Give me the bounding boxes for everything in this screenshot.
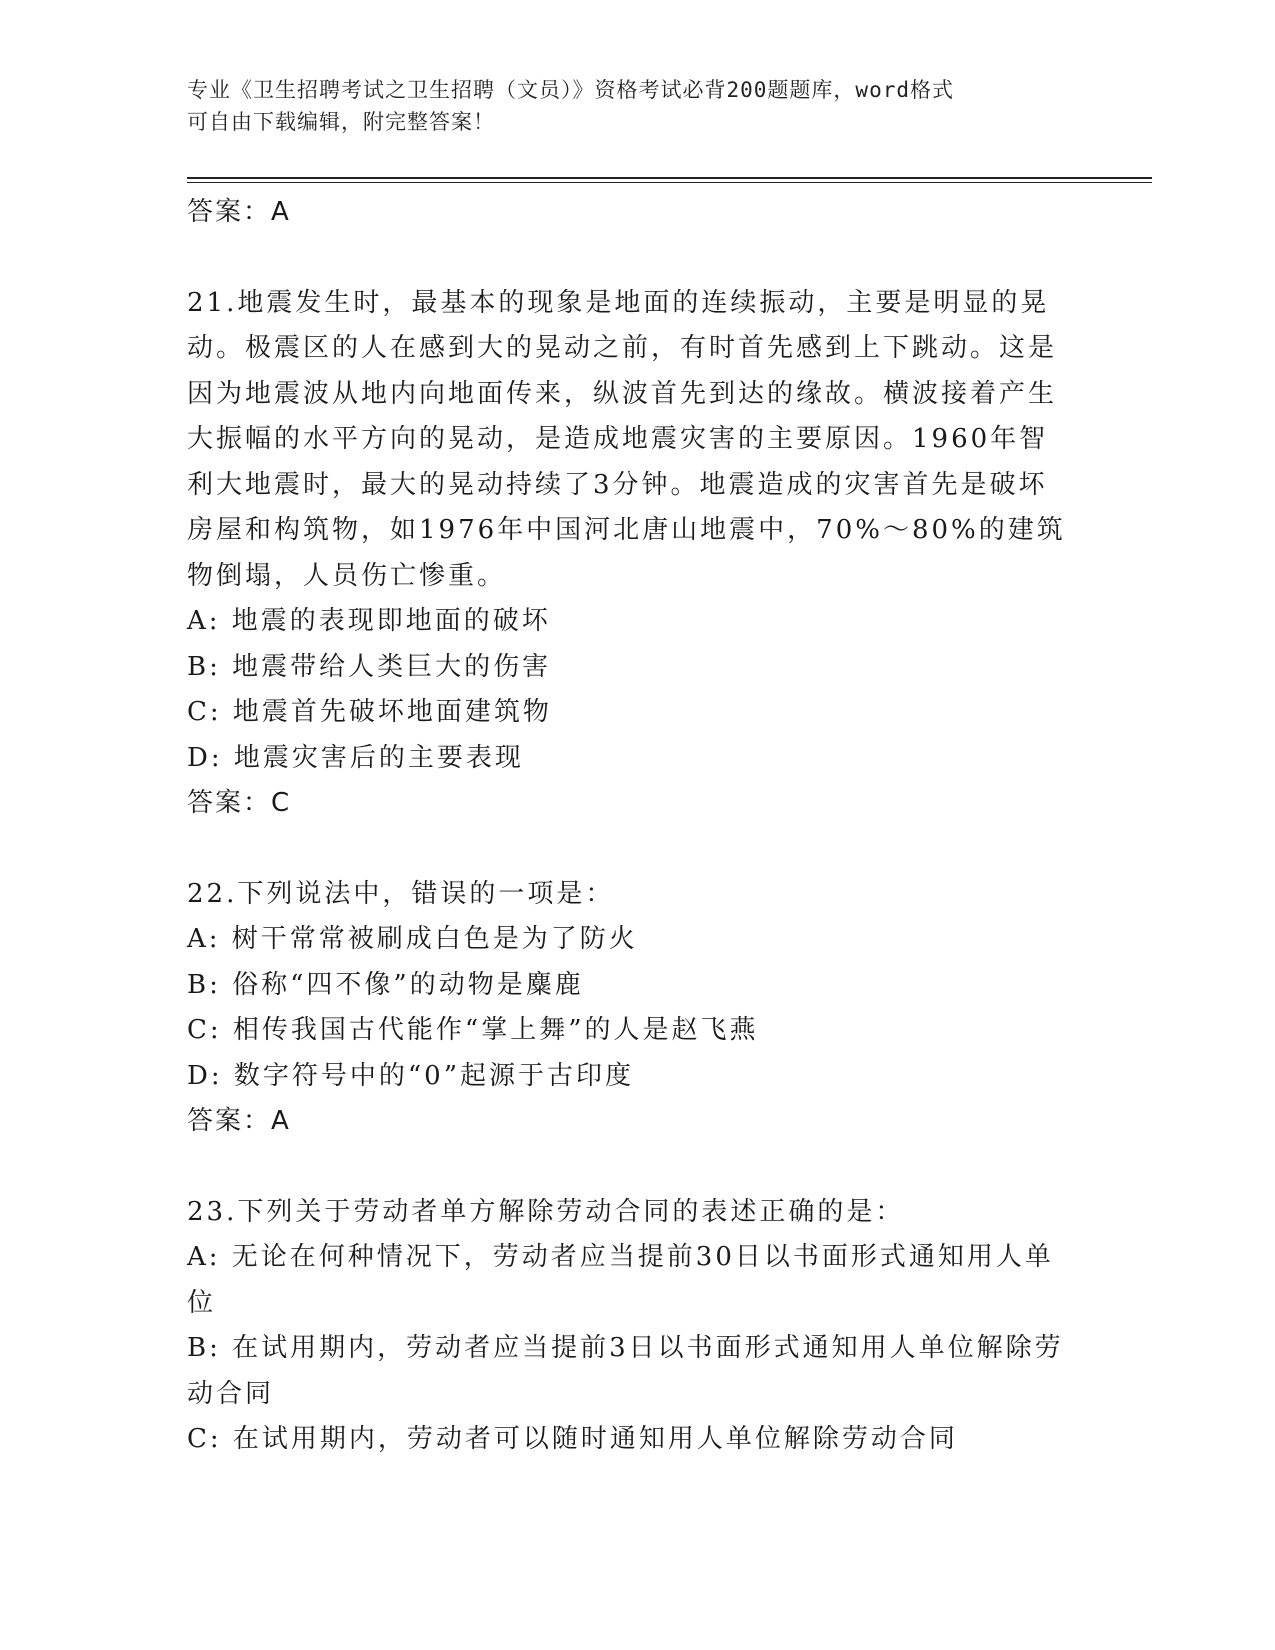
option-a: A: 无论在何种情况下，劳动者应当提前30日以书面形式通知用人单位 (187, 1242, 1054, 1318)
option-a: A: 地震的表现即地面的破坏 (187, 606, 551, 636)
option-d: D: 地震灾害后的主要表现 (187, 742, 524, 773)
document-header (187, 74, 1067, 138)
header-line-2: 可自由下载编辑，附完整答案！ (187, 110, 495, 134)
answer-line: 答案：A (187, 197, 291, 227)
question-23 (187, 1190, 1067, 1463)
option-b: B: 地震带给人类巨大的伤害 (187, 651, 552, 682)
header-rule-thin (187, 182, 1152, 183)
option-c: C: 在试用期内，劳动者可以随时通知用人单位解除劳动合同 (187, 1424, 958, 1454)
spacer (187, 827, 1067, 872)
option-b: B: 在试用期内，劳动者应当提前3日以书面形式通知用人单位解除劳动合同 (187, 1333, 1064, 1409)
option-c: C: 地震首先破坏地面建筑物 (187, 697, 552, 727)
question-stem: 22.下列说法中，错误的一项是： (187, 878, 615, 909)
document-body (187, 190, 1067, 1463)
spacer (187, 236, 1067, 281)
option-d: D: 数字符号中的“0”起源于古印度 (187, 1060, 634, 1091)
question-stem: 21.地震发生时，最基本的现象是地面的连续振动，主要是明显的晃动。极震区的人在感到大的晃动之前，有时首先感到上下跳动。这是因为地震波从地内向地面传来，纵波首先到达的缘故。横波接着产生大振幅的水平方向的晃动，是造成地震灾害的主要原因。1960年智利大地震时，最大的晃动持续了3分钟。地震造成的灾害首先是破坏房屋和构筑物，如1976年中国河北唐山地震中，70%～80%的建筑物倒塌，人员伤亡惨重。 (187, 287, 1066, 591)
option-b: B: 俗称“四不像”的动物是麋鹿 (187, 969, 584, 1000)
question-21 (187, 281, 1067, 827)
question-stem: 23.下列关于劳动者单方解除劳动合同的表述正确的是： (187, 1196, 905, 1227)
header-line-1: 专业《卫生招聘考试之卫生招聘（文员）》资格考试必背200题题库，word格式 (187, 78, 954, 102)
answer-line: 答案：A (187, 1106, 291, 1136)
header-rule-thick (187, 177, 1152, 179)
spacer (187, 1145, 1067, 1190)
option-a: A: 树干常常被刷成白色是为了防火 (187, 924, 638, 954)
answer-line: 答案：C (187, 788, 292, 818)
question-22 (187, 872, 1067, 1145)
option-c: C: 相传我国古代能作“掌上舞”的人是赵飞燕 (187, 1015, 759, 1045)
